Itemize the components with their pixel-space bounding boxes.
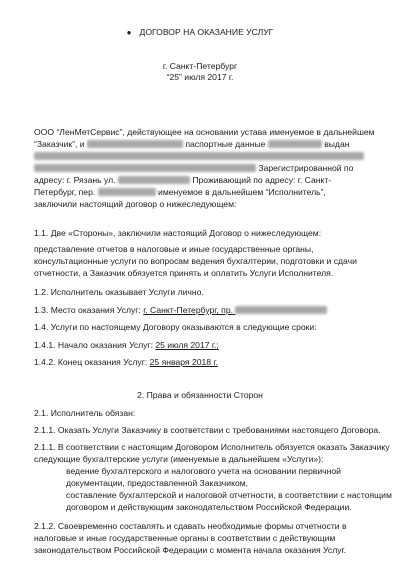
intro-line-7: заключили настоящий договор о нижеследующем: bbox=[34, 199, 237, 209]
clause-1-3-label: 1.3. Место оказания Услуг: bbox=[34, 305, 144, 315]
intro-passport: паспортные данные bbox=[185, 139, 266, 149]
clause-2-1-1-b-line-2: следующие бухгалтерские услуги (именуемые в дальнейшем «Услуги»): bbox=[34, 454, 324, 464]
redacted-name bbox=[87, 140, 183, 148]
intro-line-5 bbox=[34, 175, 331, 187]
intro-line-6 bbox=[34, 187, 326, 199]
clause-1-3-value: г. Санкт-Петербург, пр. bbox=[143, 305, 327, 315]
service-item-2-cont: договором и действующим законодательством Российской Федерации. bbox=[66, 502, 352, 512]
clause-1-4-2 bbox=[34, 357, 218, 369]
title-text: ДОГОВОР НА ОКАЗАНИЕ УСЛУГ bbox=[139, 27, 274, 37]
clause-1-1: 1.1. Две «Стороны», заключили настоящий Договор о нижеследующем: bbox=[34, 228, 322, 238]
service-item-1-cont: документации, предоставленной Заказчиком, bbox=[66, 478, 249, 488]
service-item-2: составление бухгалтерской и налоговой отчетности, в соответствии с настоящим bbox=[66, 490, 392, 500]
intro-executor: именуемое в дальнейшем “Исполнитель”, bbox=[158, 187, 326, 197]
intro-line-2 bbox=[34, 139, 349, 151]
clause-2-1-2-line-1: 2.1.2. Своевременно составлять и сдавать необходимые формы отчетности в bbox=[34, 521, 347, 531]
contract-date: “25” июля 2017 г. bbox=[166, 72, 234, 82]
intro-residence: Проживающий по адресу: г. Санкт- bbox=[192, 175, 332, 185]
redacted-issuer-2 bbox=[34, 164, 256, 172]
service-item-1: ведение бухгалтерского и налогового учета на основании первичной bbox=[66, 466, 341, 476]
bullet-icon: ● bbox=[126, 28, 132, 37]
clause-1-4-1 bbox=[34, 340, 219, 352]
intro-line-4 bbox=[34, 163, 353, 175]
intro-address: адресу: г. Рязань ул. bbox=[34, 175, 116, 185]
clause-1-1-body-2: консультационные услуги по вопросам ведения бухгалтерии, подготовки и сдачи bbox=[34, 256, 357, 266]
redacted-issuer bbox=[34, 152, 364, 160]
clause-2-1: 2.1. Исполнитель обязан: bbox=[34, 408, 136, 418]
intro-line-1: ООО “ЛенМетСервис”, действующее на основании устава именуемое в дальнейшем bbox=[34, 127, 375, 137]
clause-1-1-body-3: отчетности, а Заказчик обязуется принять и оплатить Услуги Исполнителя. bbox=[34, 268, 334, 278]
clause-1-2: 1.2. Исполнитель оказывает Услуги лично. bbox=[34, 287, 204, 297]
intro-lane: Петербург, пер. bbox=[34, 187, 96, 197]
redacted-address bbox=[118, 176, 190, 184]
contract-city: г. Санкт-Петербург bbox=[162, 61, 238, 71]
section-2-title: 2. Права и обязанности Сторон bbox=[137, 390, 263, 400]
clause-1-3 bbox=[34, 305, 327, 317]
clause-1-4-1-label: 1.4.1. Начало оказания Услуг: bbox=[34, 340, 156, 350]
intro-customer: “Заказчик”, и bbox=[34, 139, 85, 149]
intro-registered: Зарегистрированной по bbox=[258, 163, 354, 173]
clause-2-1-2-line-3: законодательством Российской Федерации с момента начала оказания Услуг. bbox=[34, 545, 347, 555]
clause-2-1-2-line-2: налоговые и иные государственные органы в соответствии с действующим bbox=[34, 533, 336, 543]
intro-line-3 bbox=[34, 151, 364, 163]
clause-1-4-2-value: 25 января 2018 г. bbox=[149, 357, 218, 367]
clause-1-4-1-value: 25 июля 2017 г.; bbox=[155, 340, 219, 350]
redacted-place bbox=[235, 306, 327, 314]
redacted-residence bbox=[98, 188, 156, 196]
clause-1-4: 1.4. Услуги по настоящему Договору оказываются в следующие сроки: bbox=[34, 322, 317, 332]
clause-1-4-2-label: 1.4.2. Конец оказания Услуг: bbox=[34, 357, 150, 367]
clause-2-1-1-b-line-1: 2.1.1. В соответствии с настоящим Договором Исполнитель обязуется оказать Заказчику bbox=[34, 442, 390, 452]
document-title bbox=[0, 27, 400, 39]
intro-issued: выдан bbox=[324, 139, 350, 149]
clause-1-1-body-1: представление отчетов в налоговые и иные государственные органы, bbox=[34, 244, 314, 254]
clause-2-1-1: 2.1.1. Оказать Услуги Заказчику в соответствии с требованиями настоящего Договора. bbox=[34, 425, 381, 435]
redacted-passport bbox=[268, 140, 322, 148]
